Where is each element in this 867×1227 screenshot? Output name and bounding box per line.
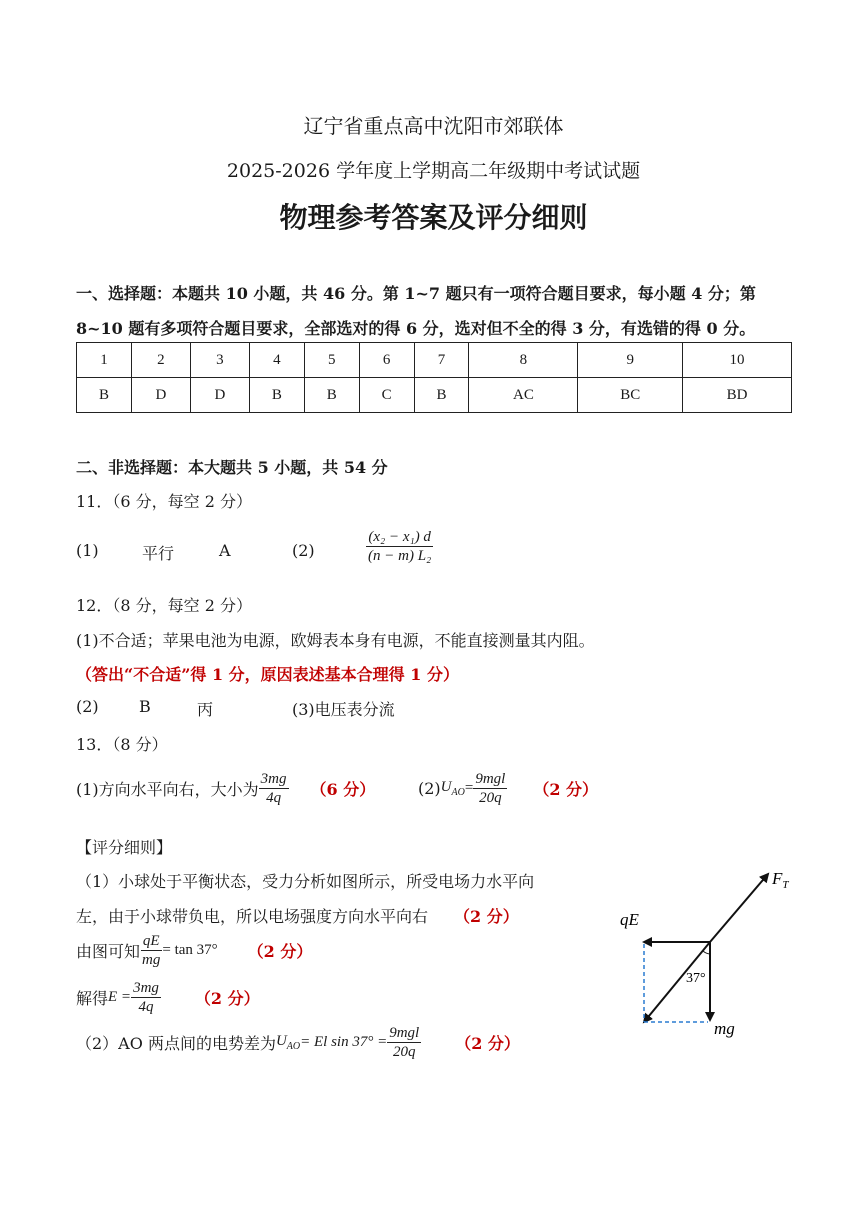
q11-part1-label: (1) <box>76 541 99 560</box>
q12-part2-label: (2) <box>76 697 99 716</box>
q11-answer1: 平行 <box>142 544 175 563</box>
rubric-step3-score: （2 分） <box>194 989 260 1008</box>
rubric-step4-denominator: 20q <box>392 1044 416 1060</box>
question-number: 3 <box>190 343 249 378</box>
angle-arc <box>703 951 710 954</box>
q11-formula-numerator: (x₂ − x₁) d <box>368 529 431 545</box>
question-number: 7 <box>414 343 469 378</box>
q11-title: 11．（6 分，每空 2 分） <box>76 492 252 511</box>
rubric-step2-numerator: qE <box>142 933 160 949</box>
q12-part1-answer: (1)不合适；苹果电池为电源，欧姆表本身有电源，不能直接测量其内阻。 <box>76 631 595 650</box>
q13-part1-answer <box>76 770 375 807</box>
q13-part1-denominator: 4q <box>266 790 282 806</box>
rubric-step4-lhs: $U_{AO}$ <box>275 1033 301 1052</box>
ft-label: $F_T$ <box>772 869 789 891</box>
question-number: 10 <box>683 343 792 378</box>
rubric-step1-line2: 左，由于小球带负电，所以电场强度方向水平向右 （2 分） <box>76 904 519 927</box>
q12-part3-answer: (3)电压表分流 <box>292 700 395 719</box>
q13-part2-answer <box>418 770 598 807</box>
q13-part1-numerator: 3mg <box>260 771 287 787</box>
q13-part1-score: （6 分） <box>310 780 376 799</box>
answer-cell: B <box>249 378 304 413</box>
q13-title: 13．（8 分） <box>76 735 168 754</box>
exam-title: 2025-2026 学年度上学期高二年级期中考试试题 <box>226 160 641 182</box>
answer-cell: BC <box>578 378 683 413</box>
section2-heading: 二、非选择题：本大题共 5 小题，共 54 分 <box>76 458 388 477</box>
document-title: 物理参考答案及评分细则 <box>279 201 588 234</box>
q13-part2-numerator: 9mgl <box>475 771 506 787</box>
q11-formula-denominator: (n − m) L₂ <box>368 548 432 564</box>
answer-cell: BD <box>683 378 792 413</box>
answer-cell: B <box>414 378 469 413</box>
q13-part2-lhs: $U_{AO}$ <box>440 779 465 798</box>
rubric-title: 【评分细则】 <box>76 838 173 857</box>
rubric-step4-mid: = El sin 37° = <box>300 1034 388 1050</box>
answer-table-number-row <box>77 343 792 378</box>
q12-title: 12．（8 分，每空 2 分） <box>76 596 252 615</box>
answer-cell: C <box>359 378 414 413</box>
angle-label: 37° <box>686 971 706 986</box>
answer-cell: B <box>304 378 359 413</box>
force-diagram <box>600 862 800 1042</box>
question-number: 9 <box>578 343 683 378</box>
rubric-step2-score: （2 分） <box>247 942 313 961</box>
rubric-step3-denominator: 4q <box>138 999 154 1015</box>
q11-part2-label: (2) <box>292 541 315 560</box>
rubric-step3: 解得 E = $\frac{3mg}{4q}$ （2 分） <box>76 980 260 1015</box>
rubric-step4: （2）AO 两点间的电势差为 $U_{AO}$ = El sin 37° = $\frac{\text{9mgl}}{20q}$ （2 分） <box>76 1025 520 1060</box>
question-number: 6 <box>359 343 414 378</box>
section1-heading-line1: 一、选择题：本题共 10 小题，共 46 分。第 1~7 题只有一项符合题目要求，每小题 4 分；第 <box>76 284 756 303</box>
q12-answer-bing: 丙 <box>197 700 214 719</box>
q12-scoring-note: （答出“不合适”得 1 分，原因表述基本合理得 1 分） <box>76 665 459 684</box>
answer-cell: AC <box>469 378 578 413</box>
rubric-step1-line1: （1）小球处于平衡状态，受力分析如图所示，所受电场力水平向 <box>76 872 535 891</box>
section1-heading-line2: 8~10 题有多项符合题目要求，全部选对的得 6 分，选对但不全的得 3 分，有选错的得 0 分。 <box>76 319 756 338</box>
rubric-step4-numerator: 9mgl <box>389 1025 420 1041</box>
rubric-step3-numerator: 3mg <box>133 980 159 996</box>
mg-label: mg <box>714 1019 735 1038</box>
rubric-step2-rhs: = tan 37° <box>162 942 218 958</box>
qe-label: qE <box>620 910 639 929</box>
answer-table-answer-row <box>77 378 792 413</box>
question-number: 5 <box>304 343 359 378</box>
tension-arrow <box>710 874 768 942</box>
question-number: 8 <box>469 343 578 378</box>
q11-answer2: A <box>219 541 231 560</box>
q13-part2-score: （2 分） <box>533 780 599 799</box>
q11-formula <box>366 528 433 565</box>
school-title: 辽宁省重点高中沈阳市郊联体 <box>303 114 564 138</box>
answer-cell: D <box>131 378 190 413</box>
q12-answer-b: B <box>139 697 151 716</box>
question-number: 2 <box>131 343 190 378</box>
rubric-step2: 由图可知 $\frac{qE}{mg}$ = tan 37° （2 分） <box>76 933 313 968</box>
rubric-step4-score: （2 分） <box>455 1034 520 1053</box>
rubric-step2-denominator: mg <box>142 952 161 968</box>
rubric-step1-score: （2 分） <box>454 907 519 926</box>
answer-cell: B <box>77 378 132 413</box>
q13-part1-text: (1)方向水平向右，大小为 <box>76 780 259 799</box>
answer-cell: D <box>190 378 249 413</box>
question-number: 1 <box>77 343 132 378</box>
q13-part2-equals: = <box>464 780 474 796</box>
answer-table <box>76 342 792 413</box>
q13-part2-label: (2) <box>418 779 441 798</box>
rubric-step3-lhs: E = <box>108 989 132 1005</box>
question-number: 4 <box>249 343 304 378</box>
q13-part2-denominator: 20q <box>479 790 502 806</box>
